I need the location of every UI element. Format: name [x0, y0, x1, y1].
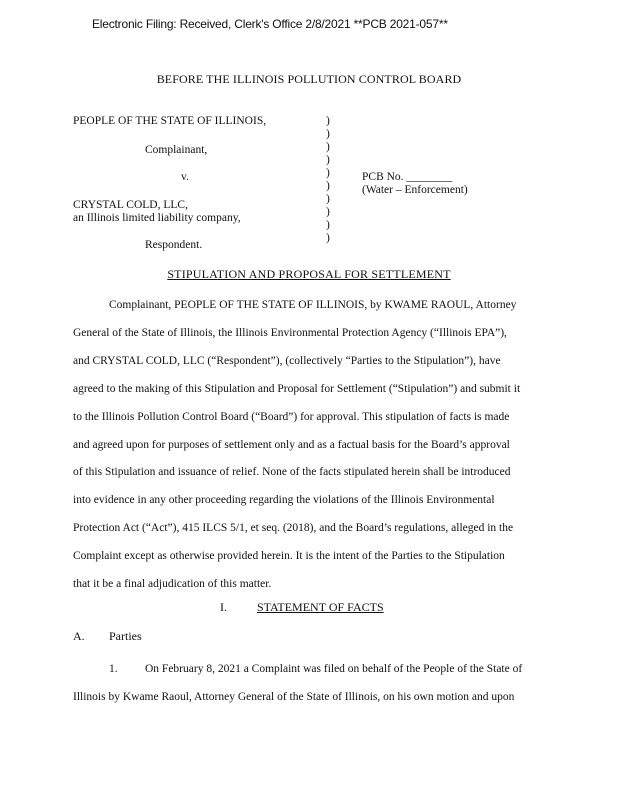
caption-plaintiff-role: Complainant,: [145, 144, 208, 156]
intro-line: agreed to the making of this Stipulation and Proposal for Settlement (“Stipulation”) and submit it: [73, 382, 521, 395]
document-title: STIPULATION AND PROPOSAL FOR SETTLEMENT: [167, 267, 451, 281]
subsection-title: Parties: [109, 629, 142, 643]
bracket-mark: ): [326, 115, 330, 127]
bracket-mark: ): [326, 154, 330, 166]
paragraph-1-line: Illinois by Kwame Raoul, Attorney General of the State of Illinois, on his own motion and upon: [73, 691, 515, 703]
section-number: I.: [220, 600, 227, 614]
bracket-mark: ): [326, 167, 330, 179]
intro-line: that it be a final adjudication of this matter.: [73, 578, 272, 591]
bracket-mark: ): [326, 180, 330, 192]
section-title: STATEMENT OF FACTS: [257, 600, 384, 614]
case-number: PCB No. ________: [362, 171, 453, 183]
caption-bracket: [326, 115, 330, 245]
bracket-mark: ): [326, 141, 330, 153]
caption-versus: v.: [181, 171, 189, 183]
intro-line: to the Illinois Pollution Control Board (“Board”) for approval. This stipulation of facts is made: [73, 410, 510, 423]
intro-line: Protection Act (“Act”), 415 ILCS 5/1, et seq. (2018), and the Board’s regulations, alleged in the: [73, 522, 514, 535]
caption-plaintiff: PEOPLE OF THE STATE OF ILLINOIS,: [73, 115, 267, 127]
bracket-mark: ): [326, 206, 330, 218]
bracket-mark: ): [326, 193, 330, 205]
bracket-mark: ): [326, 128, 330, 140]
intro-line: Complainant, PEOPLE OF THE STATE OF ILLINOIS, by KWAME RAOUL, Attorney: [109, 299, 517, 311]
intro-line: General of the State of Illinois, the Illinois Environmental Protection Agency (“Illinois EPA”),: [73, 326, 507, 339]
bracket-mark: ): [326, 219, 330, 231]
paragraph-number: 1.: [109, 663, 118, 675]
intro-line: of this Stipulation and issuance of relief. None of the facts stipulated herein shall be introduced: [73, 466, 511, 479]
intro-line: into evidence in any other proceeding regarding the violations of the Illinois Environmental: [73, 494, 495, 507]
bracket-mark: ): [326, 232, 330, 244]
paragraph-1-text: On February 8, 2021 a Complaint was filed on behalf of the People of the State of: [145, 663, 523, 675]
paragraph-1-first-line: [73, 655, 547, 683]
case-type: (Water – Enforcement): [362, 184, 468, 196]
intro-line: Complaint except as otherwise provided herein. It is the intent of the Parties to the Stipulation: [73, 550, 505, 563]
caption-defendant: CRYSTAL COLD, LLC,: [73, 199, 188, 211]
filing-stamp: Electronic Filing: Received, Clerk's Office 2/8/2021 **PCB 2021-057**: [92, 17, 448, 31]
subsection-letter: A.: [73, 629, 85, 643]
intro-paragraph: [73, 292, 547, 599]
paragraph-1: [73, 655, 547, 711]
intro-line: and agreed upon for purposes of settlement only and as a factual basis for the Board’s approval: [73, 438, 510, 451]
caption-defendant-description: an Illinois limited liability company,: [73, 212, 241, 224]
intro-line: and CRYSTAL COLD, LLC (“Respondent”), (collectively “Parties to the Stipulation”), have: [73, 354, 501, 367]
board-title: BEFORE THE ILLINOIS POLLUTION CONTROL BOARD: [156, 72, 462, 86]
caption-defendant-role: Respondent.: [145, 239, 203, 251]
